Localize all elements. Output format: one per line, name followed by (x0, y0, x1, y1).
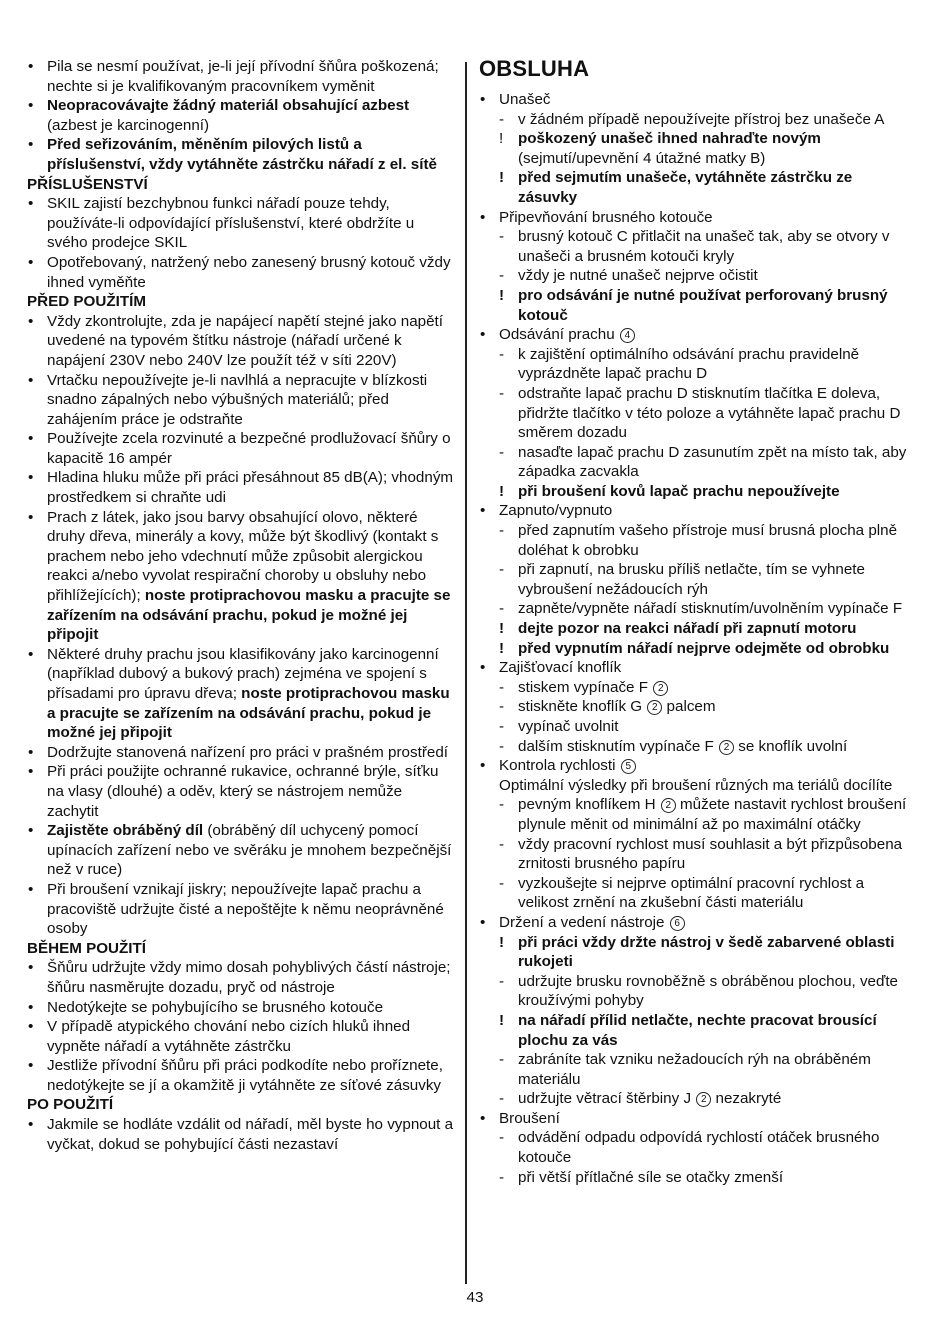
sub-item: - brusný kotouč C přitlačit na unašeč tak, aby se otvory v unašeči a brusném kotouči kryly (499, 228, 890, 265)
sub-item: - pevným knoflíkem H 2 můžete nastavit rychlost broušení plynule měnit od minimální až po maximální otáčky (499, 796, 907, 833)
sub-item: - vyzkoušejte si nejprve optimální pracovní rychlost a velikost zrnění na zkušební části materiálu (499, 874, 865, 912)
list-item: • Před seřizováním, měněním pilových listů a příslušenství, vždy vytáhněte zástrčku nářadí z el. sítě (27, 135, 455, 174)
section-heading-before-use: PŘED POUŽITÍM (27, 293, 146, 311)
figure-ref-2: 2 (696, 1092, 711, 1107)
section-heading-during-use: BĚHEM POUŽITÍ (27, 939, 146, 957)
sub-item: - odstraňte lapač prachu D stisknutím tlačítka E doleva, přidržte tlačítko v této poloze a vytáhněte lapač prachu D směrem dozadu (499, 384, 901, 442)
sub-item: - před zapnutím vašeho přístroje musí brusná plocha plně doléhat k obrobku (499, 522, 898, 559)
figure-ref-2: 2 (661, 798, 676, 813)
figure-ref-5: 5 (621, 759, 636, 774)
list-item: • Vždy zkontrolujte, zda je napájecí napětí stejné jako napětí uvedené na typovém štítku nástroje (nářadí určené k napájení 230V nebo 240V lze použít též v síti 220V) (27, 312, 455, 371)
list-item: • Připevňování brusného kotouče (479, 208, 909, 228)
list-item: • V případě atypického chování nebo cizích hluků ihned vypněte nářadí a vytáhněte zástrčku (27, 1017, 455, 1056)
list-item: • Dodržujte stanovená nařízení pro práci v prašném prostředí (27, 743, 455, 763)
sub-item: - dalším stisknutím vypínače F 2 se knoflík uvolní (499, 737, 848, 755)
list-item: • Kontrola rychlosti 5 (479, 756, 909, 776)
list-item: • Pila se nesmí používat, je-li její přívodní šňůra poškozená; nechte si je kvalifikovaným pracovníkem vyměnit (27, 57, 455, 96)
sub-item: - stiskněte knoflík G 2 palcem (499, 698, 716, 716)
list-item: • Nedotýkejte se pohybujícího se brusného kotouče (27, 998, 455, 1018)
sub-item: - vždy je nutné unašeč nejprve očistit (499, 267, 758, 285)
right-column (479, 56, 909, 1187)
list-item: • Držení a vedení nástroje 6 (479, 913, 909, 933)
list-item: • Neopracovávajte žádný materiál obsahující azbest (azbest je karcinogenní) (27, 96, 455, 135)
paragraph: Optimální výsledky při broušení různých ma teriálů docílíte (499, 776, 893, 794)
list-item: • Při práci použijte ochranné rukavice, ochranné brýle, síťku na vlasy (dlouhé) a oděv, který se nástrojem nemůže zachytit (27, 762, 455, 821)
sub-item: - k zajištění optimálního odsávání prachu pravidelně vyprázdněte lapač prachu D (499, 345, 860, 383)
list-item: • Šňůru udržujte vždy mimo dosah pohyblivých částí nástroje; šňůru nasměrujte dozadu, pryč od nástroje (27, 958, 455, 997)
section-heading-after-use: PO POUŽITÍ (27, 1096, 114, 1114)
sub-item: - zabráníte tak vzniku nežadoucích rýh na obráběném materiálu (499, 1051, 871, 1088)
section-title-operation: OBSLUHA (479, 56, 590, 81)
list-item: • Zajišťovací knoflík (479, 658, 909, 678)
warning-item: ! na nářadí přílid netlačte, nechte pracovat brousící plochu za vás (499, 1011, 877, 1049)
section-heading-accessories: PŘÍSLUŠENSTVÍ (27, 175, 148, 193)
warning-item: ! pro odsávání je nutné používat perforovaný brusný kotouč (499, 286, 888, 324)
sub-item: - při větší přítlačné síle se otačky zmenší (499, 1168, 784, 1186)
warning-item: ! poškozený unašeč ihned nahraďte novým (sejmutí/upevnění 4 útažné matky B) (499, 130, 821, 167)
list-item: • Odsávání prachu 4 (479, 325, 909, 345)
list-item: • Zapnuto/vypnuto (479, 501, 909, 521)
list-item: • Opotřebovaný, natržený nebo zanesený brusný kotouč vždy ihned vyměňte (27, 253, 455, 292)
left-column (27, 57, 455, 1154)
list-item: • Při broušení vznikají jiskry; nepoužívejte lapač prachu a pracoviště udržujte čisté a nepoštějte k němu neoprávněné osoby (27, 880, 455, 939)
warning-item: ! při broušení kovů lapač prachu nepoužívejte (499, 482, 840, 500)
figure-ref-2: 2 (653, 681, 668, 696)
sub-item: - zapněte/vypněte nářadí stisknutím/uvolněním vypínače F (499, 600, 903, 618)
list-item: • Vrtačku nepoužívejte je-li navlhlá a nepracujte v blízkosti snadno zápalných nebo výbušných materiálů; před zahájením práce je odstraňte (27, 371, 455, 430)
sub-item: - udržujte větrací štěrbiny J 2 nezakryté (499, 1090, 782, 1108)
list-item: • Prach z látek, jako jsou barvy obsahující olovo, některé druhy dřeva, minerály a kovy, může být škodlivý (kontakt s prachem nebo jeho vdechnutí může způsobit alergickou reakci a/nebo vyvolat respirační choroby u obsluhy nebo přihlížejících); noste protiprachovou masku a pracujte se zařízením na odsávání prachu, pokud je možné jej připojit (27, 508, 455, 645)
column-divider (465, 62, 467, 1284)
sub-item: - vypínač uvolnit (499, 718, 619, 735)
sub-item: - stiskem vypínače F 2 (479, 678, 909, 698)
sub-item: - vždy pracovní rychlost musí souhlasit a být přizpůsobena zrnitosti brusného papíru (499, 835, 903, 873)
list-item: • Jestliže přívodní šňůru při práci podkodíte nebo proříznete, nedotýkejte se jí a okamžitě ji vytáhněte ze síťové zásuvky (27, 1056, 455, 1095)
list-item: • Některé druhy prachu jsou klasifikovány jako karcinogenní (například dubový a bukový prach) zejména ve spojení s přísadami pro úpravu dřeva; noste protiprachovou masku a pracujte se zařízením na odsávání prachu, pokud je možné jej připojit (27, 645, 455, 743)
figure-ref-2: 2 (647, 700, 662, 715)
warning-item: ! před sejmutím unašeče, vytáhněte zástrčku ze zásuvky (499, 169, 853, 206)
page-number: 43 (466, 1289, 484, 1306)
sub-item: - při zapnutí, na brusku příliš netlačte, tím se vyhnete vybroušení nežádoucích rýh (499, 561, 865, 598)
sub-item: - udržujte brusku rovnoběžně s obráběnou plochou, veďte kroužívými pohyby (499, 972, 898, 1010)
list-item: • Hladina hluku může při práci přesáhnout 85 dB(A); vhodným prostředkem si chraňte udi (27, 468, 455, 507)
list-item: • SKIL zajistí bezchybnou funkci nářadí pouze tehdy, používáte-li odpovídající příslušenství, které obdržíte u svého prodejce SKIL (27, 194, 455, 253)
list-item: • Používejte zcela rozvinuté a bezpečné prodlužovací šňůry o kapacitě 16 ampér (27, 429, 455, 468)
list-item: • Jakmile se hodláte vzdálit od nářadí, měl byste ho vypnout a vyčkat, dokud se pohybující části nezastaví (27, 1115, 455, 1154)
figure-ref-6: 6 (670, 916, 685, 931)
figure-ref-2: 2 (719, 740, 734, 755)
list-item: • Broušení (479, 1109, 909, 1129)
list-item: • Unašeč (479, 90, 909, 110)
figure-ref-4: 4 (620, 328, 635, 343)
warning-item: ! dejte pozor na reakci nářadí při zapnutí motoru (499, 620, 857, 638)
warning-item: ! při práci vždy držte nástroj v šedě zabarvené oblasti rukojeti (499, 933, 895, 971)
list-item: • Zajistěte obráběný díl (obráběný díl uchycený pomocí upínacích zařízení nebo ve svěráku je mnohem bezpečnější než v ruce) (27, 821, 455, 880)
warning-item: ! před vypnutím nářadí nejprve odejměte od obrobku (499, 639, 890, 657)
sub-item: - v žádném případě nepoužívejte přístroj bez unašeče A (499, 110, 885, 128)
sub-item: - odvádění odpadu odpovídá rychlostí otáček brusného kotouče (499, 1129, 880, 1167)
sub-item: - nasaďte lapač prachu D zasunutím zpět na místo tak, aby západka zacvakla (499, 443, 907, 481)
